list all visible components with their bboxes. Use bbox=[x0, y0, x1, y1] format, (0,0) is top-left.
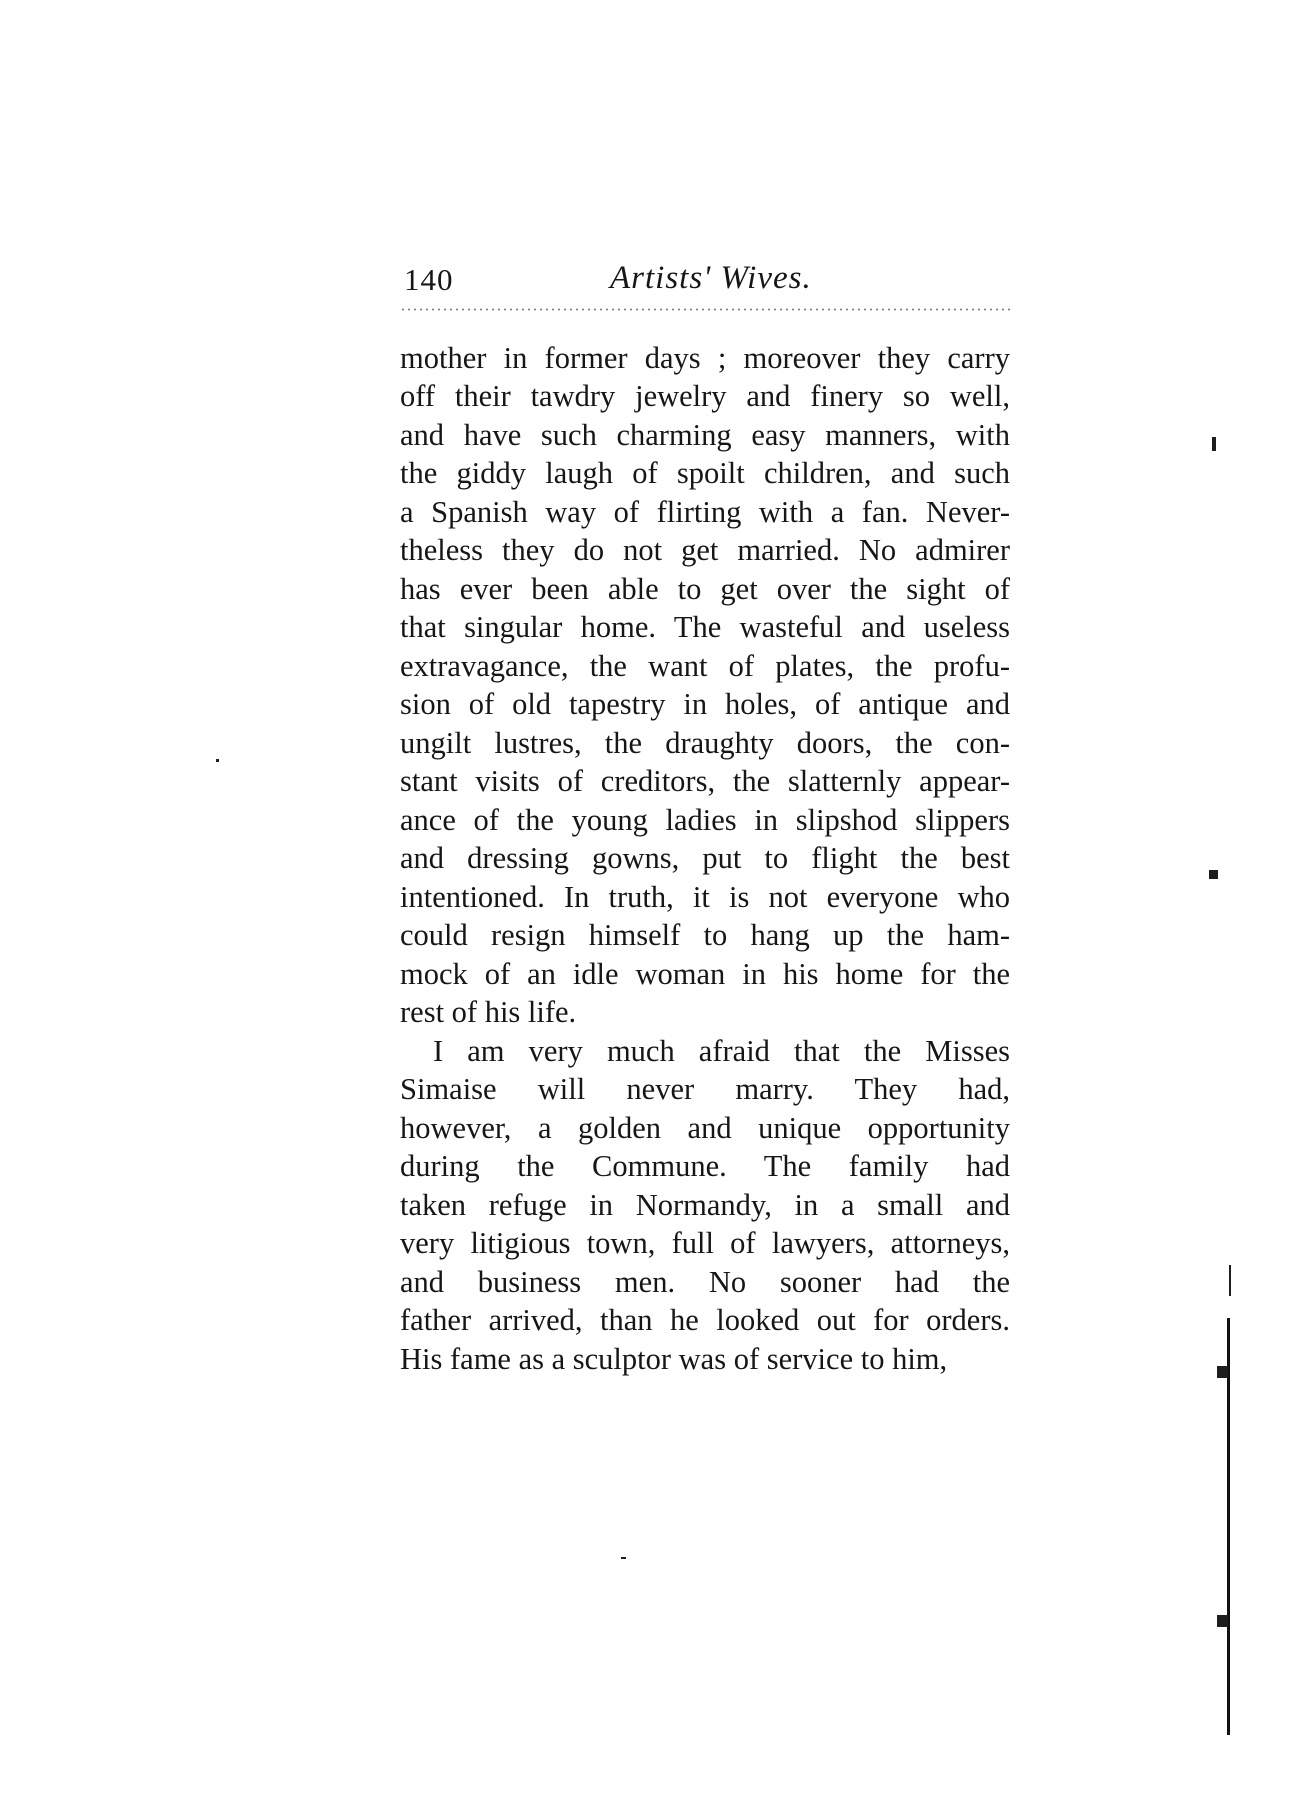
text-line: ance of the young ladies in slipshod slippers bbox=[400, 803, 1010, 837]
text-line: could resign himself to hang up the ham- bbox=[400, 918, 1010, 952]
scan-speck bbox=[1209, 870, 1218, 879]
text-line: I am very much afraid that the Misses bbox=[433, 1034, 1010, 1068]
text-line: ungilt lustres, the draughty doors, the con- bbox=[400, 726, 1010, 760]
text-line: off their tawdry jewelry and finery so well, bbox=[400, 379, 1010, 413]
text-line: a Spanish way of flirting with a fan. Never- bbox=[400, 495, 1010, 529]
scan-speck bbox=[1212, 437, 1216, 451]
text-line: has ever been able to get over the sight of bbox=[400, 572, 1010, 606]
text-line: very litigious town, full of lawyers, attorneys, bbox=[400, 1226, 1010, 1260]
text-line: His fame as a sculptor was of service to him, bbox=[400, 1342, 948, 1376]
scan-edge-line bbox=[1227, 1318, 1230, 1735]
scan-speck bbox=[1217, 1615, 1228, 1627]
text-line: taken refuge in Normandy, in a small and bbox=[400, 1188, 1010, 1222]
page-number: 140 bbox=[404, 262, 454, 297]
text-line: father arrived, than he looked out for orders. bbox=[400, 1303, 1010, 1337]
text-line: mock of an idle woman in his home for the bbox=[400, 957, 1010, 991]
header-rule bbox=[400, 308, 1012, 311]
text-line: sion of old tapestry in holes, of antique and bbox=[400, 687, 1010, 721]
scan-speck bbox=[1229, 1265, 1231, 1296]
scan-speck bbox=[1217, 1366, 1228, 1378]
text-line: rest of his life. bbox=[400, 995, 577, 1029]
text-line: the giddy laugh of spoilt children, and such bbox=[400, 456, 1010, 490]
scan-speck bbox=[216, 759, 219, 762]
scan-speck bbox=[621, 1557, 626, 1559]
text-line: that singular home. The wasteful and useless bbox=[400, 610, 1010, 644]
text-line: extravagance, the want of plates, the profu- bbox=[400, 649, 1010, 683]
text-line: however, a golden and unique opportunity bbox=[400, 1111, 1010, 1145]
running-title: Artists' Wives. bbox=[610, 260, 812, 296]
text-line: stant visits of creditors, the slatternly appear- bbox=[400, 764, 1010, 798]
text-line: and have such charming easy manners, with bbox=[400, 418, 1010, 452]
text-line: theless they do not get married. No admirer bbox=[400, 533, 1010, 567]
text-line: intentioned. In truth, it is not everyone who bbox=[400, 880, 1010, 914]
text-line: during the Commune. The family had bbox=[400, 1149, 1010, 1183]
text-line: and business men. No sooner had the bbox=[400, 1265, 1010, 1299]
text-line: mother in former days ; moreover they carry bbox=[400, 341, 1010, 375]
text-line: Simaise will never marry. They had, bbox=[400, 1072, 1010, 1106]
text-line: and dressing gowns, put to flight the best bbox=[400, 841, 1010, 875]
